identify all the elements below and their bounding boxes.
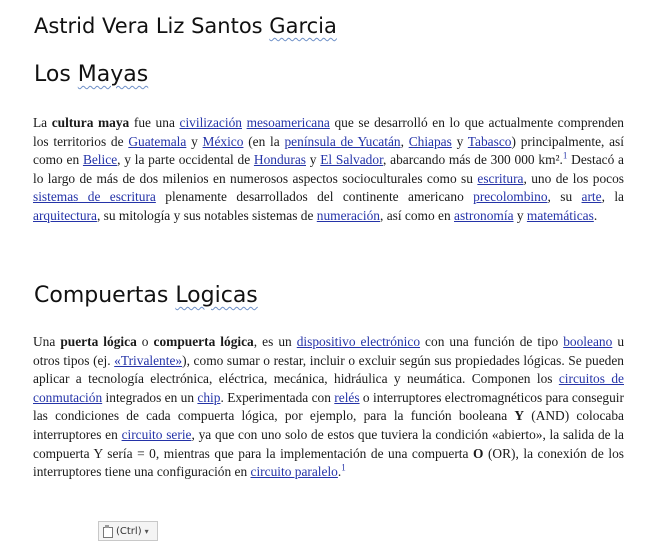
hyperlink[interactable]: booleano — [563, 334, 613, 349]
hyperlink[interactable]: arte — [581, 189, 602, 205]
document-author-line — [34, 14, 337, 38]
paragraph-text: con una función de tipo — [420, 334, 564, 349]
paragraph-text: , su — [547, 189, 582, 205]
paragraph-text: (en la — [243, 133, 285, 149]
chevron-down-icon: ▾ — [144, 526, 149, 536]
paragraph-text: integrados en un — [102, 389, 198, 405]
hyperlink[interactable]: sistemas de escritura — [33, 189, 156, 205]
footnote-reference[interactable]: 1 — [341, 462, 346, 473]
spellcheck-flag[interactable]: Mayas — [77, 62, 149, 87]
paragraph-text: (OR), la conexión de los interruptores tiene una configuración en — [33, 445, 624, 480]
hyperlink[interactable]: precolombino — [473, 189, 548, 205]
hyperlink[interactable]: circuito paralelo — [250, 464, 338, 480]
bold-term: compuerta lógica — [153, 334, 254, 349]
hyperlink[interactable]: arquitectura — [33, 207, 97, 223]
paragraph-text: o interruptores electromagnéticos para conseguir las condiciones de cada compuerta lógica, por ejemplo, para la función booleana — [33, 389, 624, 424]
hyperlink[interactable]: Tabasco — [467, 133, 512, 149]
spellcheck-flag[interactable]: Logicas — [175, 283, 258, 308]
hyperlink[interactable]: astronomía — [454, 207, 514, 223]
spellcheck-flag[interactable]: Garcia — [269, 14, 337, 38]
paragraph-text: y — [451, 133, 468, 149]
hyperlink[interactable]: relés — [334, 389, 360, 405]
paragraph-text: y — [186, 133, 203, 149]
paragraph-text: ) principalmente, así como en — [33, 133, 624, 168]
bold-term: Y — [514, 408, 525, 424]
paragraph-text: , y la parte occidental de — [117, 152, 254, 168]
paragraph-text: La — [33, 115, 52, 130]
heading-compuertas-logicas: Compuertas Logicas — [34, 283, 258, 308]
paragraph-text: , es un — [253, 334, 297, 349]
paragraph-text: , ya que con uno solo de estos que tuviera la condición «abierto», la salida de la compuerta Y sería = 0, mientras que para la implementación de una compuerta — [33, 426, 624, 461]
hyperlink[interactable]: Chiapas — [408, 133, 452, 149]
hyperlink[interactable]: numeración — [316, 207, 380, 223]
paragraph-text: y — [513, 207, 527, 223]
hyperlink[interactable]: chip — [197, 389, 221, 405]
bold-term: cultura maya — [51, 115, 130, 130]
paragraph-text: , abarcando más de 300 000 km². — [383, 152, 563, 168]
paragraph-text: (AND) colocaba interruptores en — [33, 408, 624, 442]
bold-term: O — [472, 445, 484, 461]
hyperlink[interactable]: Belice — [82, 152, 118, 168]
paragraph-text: . — [593, 207, 598, 223]
paragraph-text: plenamente desarrollados del continente americano — [155, 189, 474, 205]
paste-options-label: (Ctrl) — [116, 525, 142, 537]
paragraph-text: ), como sumar o restar, incluir o excluir según sus propiedades lógicas. Se pueden aplicar a tecnología electrónica, eléctrica, mecánica, hidráulica y neumática. Componen los — [33, 352, 624, 387]
paragraph-text: y — [306, 152, 321, 168]
paragraph-text: Destacó a lo largo de más de dos milenios en numerosos aspectos socioculturales como su — [33, 152, 624, 186]
paragraph-text: que se desarrolló en lo que actualmente comprenden los territorios de — [33, 115, 624, 149]
clipboard-icon — [102, 525, 113, 537]
paragraph-text: , así como en — [380, 207, 455, 223]
hyperlink[interactable]: «Trivalente» — [114, 352, 183, 368]
paragraph-text: o — [136, 334, 154, 349]
hyperlink[interactable]: Honduras — [253, 152, 306, 168]
paragraph-compuertas-logicas — [33, 333, 624, 482]
hyperlink[interactable]: mesoamericana — [246, 115, 330, 130]
hyperlink[interactable]: escritura — [477, 170, 524, 186]
paragraph-text: fue una — [129, 115, 180, 130]
paragraph-los-mayas — [33, 114, 624, 226]
hyperlink[interactable]: civilización — [179, 115, 242, 130]
paragraph-text: , uno de los pocos — [523, 170, 624, 186]
hyperlink[interactable]: matemáticas — [526, 207, 594, 223]
heading-los-mayas: Los Mayas — [34, 62, 149, 87]
bold-term: puerta lógica — [60, 334, 137, 349]
paragraph-text: , la — [601, 189, 624, 205]
footnote-reference[interactable]: 1 — [562, 150, 568, 161]
paragraph-text: Una — [33, 334, 61, 349]
hyperlink[interactable]: Guatemala — [128, 133, 187, 149]
hyperlink[interactable]: circuitos de conmutación — [33, 371, 624, 405]
hyperlink[interactable]: península de Yucatán — [284, 133, 401, 149]
hyperlink[interactable]: El Salvador — [320, 152, 383, 168]
paragraph-text: , — [400, 133, 409, 149]
paste-options-button[interactable] — [98, 521, 158, 541]
hyperlink[interactable]: dispositivo electrónico — [296, 334, 421, 349]
paragraph-text: u otros tipos (ej. — [33, 334, 625, 368]
paragraph-text: . — [337, 464, 342, 480]
paragraph-text: . Experimentada con — [220, 389, 335, 405]
author-name: Astrid Vera Liz Santos Garcia — [34, 14, 337, 38]
hyperlink[interactable]: México — [202, 133, 244, 149]
paragraph-text: , su mitología y sus notables sistemas de — [96, 207, 317, 223]
hyperlink[interactable]: circuito serie — [121, 426, 192, 442]
